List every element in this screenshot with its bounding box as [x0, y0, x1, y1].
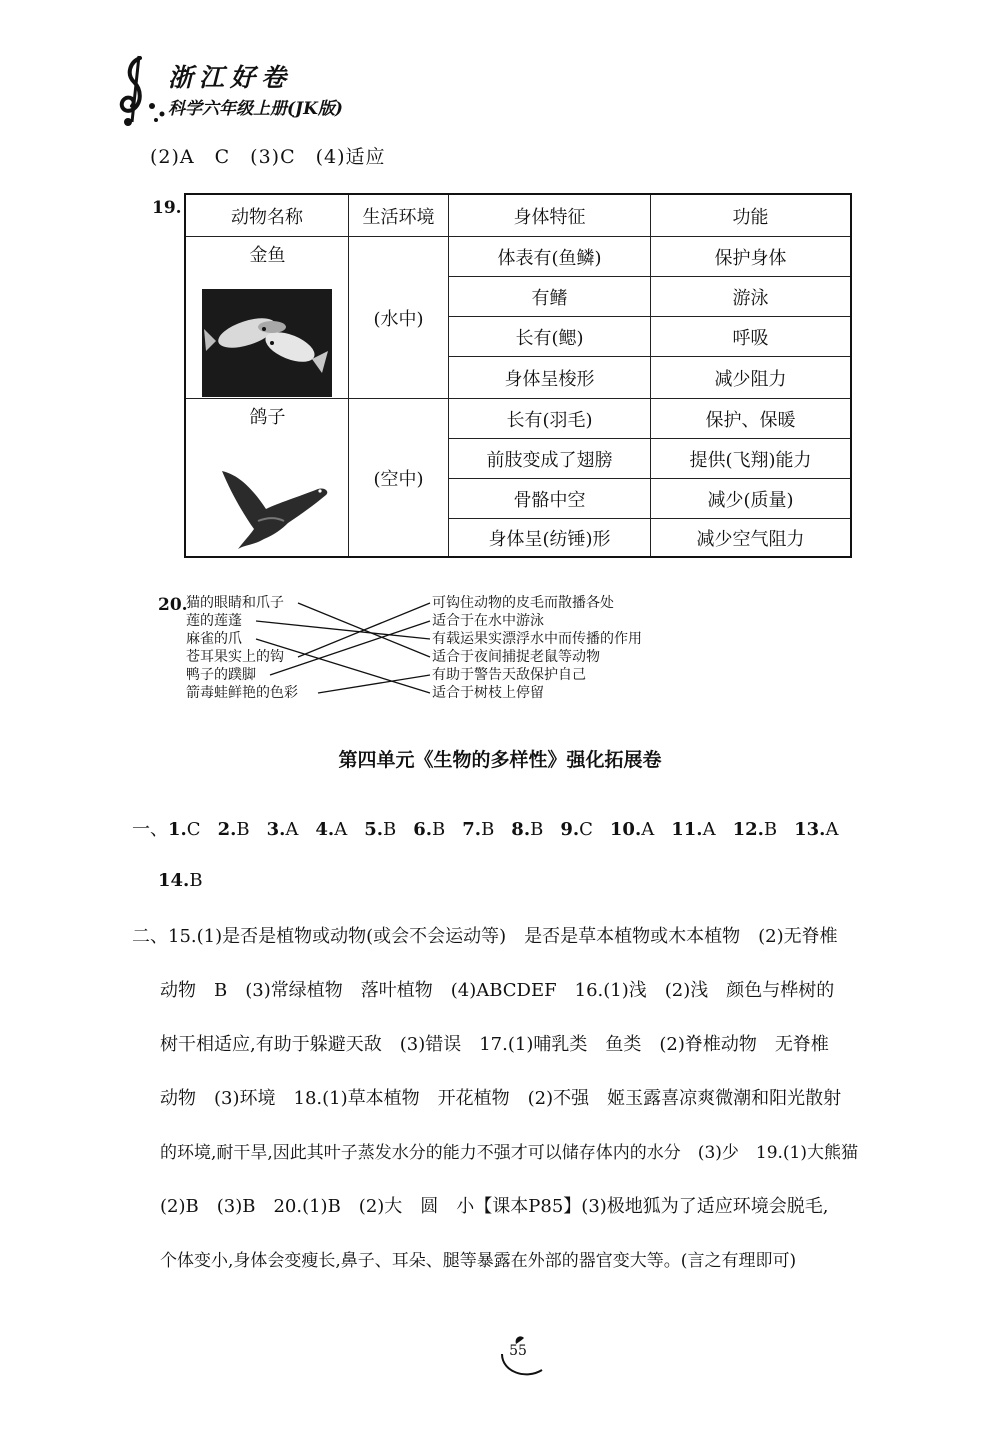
answer-value: A	[825, 819, 839, 840]
function-cell: 提供(飞翔)能力	[651, 439, 850, 479]
q20-number: 20.	[158, 595, 188, 615]
function-cell: 减少阻力	[651, 357, 850, 399]
answer-value: A	[334, 819, 348, 840]
table-header: 动物名称	[186, 195, 349, 237]
answer-value: B	[481, 819, 495, 840]
answer-value: C	[579, 819, 593, 840]
answer-value: A	[641, 819, 655, 840]
question-number: 13.	[794, 819, 826, 840]
mc-answer	[733, 819, 778, 840]
question-number: 11.	[671, 819, 703, 840]
answer-line: 树干相适应,有助于躲避天敌 (3)错误 17.(1)哺乳类 鱼类 (2)脊椎动物 无脊椎	[160, 1034, 829, 1055]
section-prefix: 一、	[132, 819, 168, 840]
mc-answer	[511, 819, 543, 840]
answer-value: B	[189, 870, 203, 891]
answer-line: 二、15.(1)是否是植物或动物(或会不会运动等) 是否是草本植物或木本植物 (2)无脊椎	[132, 926, 838, 947]
question-number: 12.	[732, 819, 764, 840]
feature-cell: 体表有(鱼鳞)	[449, 237, 651, 277]
function-cell: 减少空气阻力	[696, 528, 805, 550]
book-subtitle: 科学六年级上册(JK版)	[168, 99, 343, 119]
section-title: 第四单元《生物的多样性》强化拓展卷	[338, 749, 662, 771]
match-left-item: 莲的莲蓬	[186, 613, 242, 629]
function-cell: 保护、保暖	[651, 399, 850, 439]
mc-answer	[267, 819, 299, 840]
match-left-item: 箭毒蛙鲜艳的色彩	[186, 685, 298, 701]
answer-value: A	[702, 819, 716, 840]
question-number: 1.	[168, 819, 187, 840]
match-right-item: 适合于在水中游泳	[432, 613, 544, 629]
q18-answer-tail: (2)A C (3)C (4)适应	[150, 146, 386, 168]
feature-cell: 身体呈(纺锤)形	[449, 519, 651, 556]
match-right-item: 适合于树枝上停留	[432, 685, 544, 701]
question-number: 2.	[217, 819, 237, 840]
multiple-choice-answers	[132, 815, 838, 841]
question-number: 7.	[462, 819, 482, 840]
answer-line: 的环境,耐干旱,因此其叶子蒸发水分的能力不强才可以储存体内的水分 (3)少 19.(1)大熊猫	[160, 1143, 859, 1163]
environment-cell: (空中)	[349, 399, 449, 556]
answer-line: 个体变小,身体会变瘦长,鼻子、耳朵、腿等暴露在外部的器官变大等。(言之有理即可)	[160, 1251, 797, 1271]
multiple-choice-answer-14	[158, 870, 203, 891]
answer-value: B	[236, 819, 250, 840]
answer-value: B	[530, 819, 544, 840]
function-cell: 呼吸	[651, 317, 850, 357]
animal-name: 鸽子	[249, 407, 286, 428]
answer-value: B	[383, 819, 397, 840]
match-right-item: 有载运果实漂浮水中而传播的作用	[432, 631, 642, 647]
brand-title: 浙江好卷	[168, 63, 293, 92]
environment-cell: (水中)	[349, 237, 449, 399]
answer-line: 动物 B (3)常绿植物 落叶植物 (4)ABCDEF 16.(1)浅 (2)浅 颜色与桦树的	[160, 980, 835, 1001]
question-number: 6.	[413, 819, 433, 840]
table-header: 生活环境	[349, 195, 449, 237]
mc-answer	[794, 819, 838, 840]
answer-line: 动物 (3)环境 18.(1)草本植物 开花植物 (2)不强 姬玉露喜凉爽微潮和阳光散射	[160, 1088, 842, 1109]
question-number: 10.	[609, 819, 642, 840]
mc-answer	[610, 819, 654, 840]
answer-value: B	[763, 819, 778, 840]
mc-answer	[413, 819, 445, 840]
function-cell: 游泳	[651, 277, 850, 317]
answer-line: (2)B (3)B 20.(1)B (2)大 圆 小【课本P85】(3)极地狐为了适应环境会脱毛,	[160, 1196, 829, 1217]
mc-answer	[462, 819, 494, 840]
mc-answer	[671, 819, 715, 840]
match-left-item: 猫的眼睛和爪子	[186, 595, 284, 611]
match-right-item: 适合于夜间捕捉老鼠等动物	[432, 649, 600, 665]
function-cell: 减少(质量)	[651, 479, 850, 519]
question-number: 5.	[364, 819, 383, 840]
q19-number: 19.	[152, 198, 182, 218]
function-cell: 保护身体	[651, 237, 850, 277]
question-number: 14.	[158, 870, 190, 891]
question-number: 9.	[560, 819, 580, 840]
table-header: 身体特征	[449, 195, 651, 237]
match-left-item: 苍耳果实上的钩	[186, 649, 284, 665]
match-left-item: 鸭子的蹼脚	[186, 667, 256, 683]
question-number: 4.	[315, 819, 335, 840]
question-number: 3.	[266, 819, 286, 840]
table-header: 功能	[651, 195, 850, 237]
feature-cell: 长有(羽毛)	[449, 399, 651, 439]
match-connector	[256, 639, 430, 693]
answer-value: C	[186, 819, 201, 840]
mc-answer	[560, 819, 593, 840]
answer-value: B	[432, 819, 446, 840]
match-connector	[318, 675, 430, 693]
match-left-item: 麻雀的爪	[186, 631, 242, 647]
mc-answer	[218, 819, 250, 840]
page-number: 55	[509, 1343, 527, 1359]
match-right-item: 可钩住动物的皮毛而散播各处	[432, 595, 614, 611]
answer-value: A	[285, 819, 299, 840]
question-number: 8.	[511, 819, 531, 840]
match-right-item: 有助于警告天敌保护自己	[432, 667, 586, 683]
feature-cell: 骨骼中空	[449, 479, 651, 519]
feature-cell: 身体呈梭形	[449, 357, 651, 399]
mc-answer	[315, 819, 347, 840]
mc-answer	[364, 819, 396, 840]
feature-cell: 有鳍	[449, 277, 651, 317]
feature-cell: 前肢变成了翅膀	[449, 439, 651, 479]
mc-answer	[168, 819, 201, 840]
feature-cell: 长有(鳃)	[449, 317, 651, 357]
match-connector	[270, 621, 430, 675]
animal-name: 金鱼	[249, 245, 286, 266]
